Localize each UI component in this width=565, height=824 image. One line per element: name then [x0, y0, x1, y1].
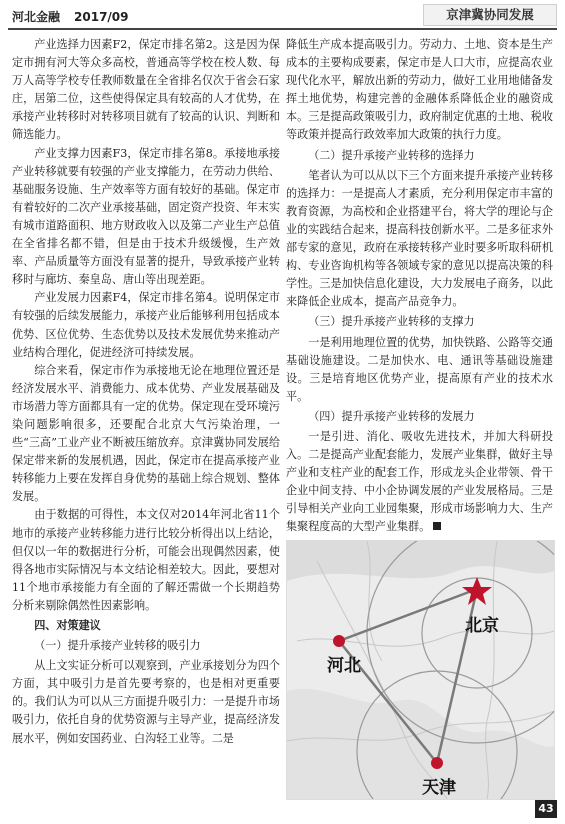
paragraph: 一是利用地理位置的优势，加快铁路、公路等交通基础设施建设。二是加快水、电、通讯等基础设施建设。三是培育地区优势产业，提高原有产业的技术水平。 [286, 335, 553, 403]
header-rule [8, 28, 557, 30]
subsection-heading: （四）提升承接产业转移的发展力 [308, 409, 475, 423]
paragraph [286, 428, 553, 537]
end-of-article-mark [433, 522, 441, 530]
right-text-column [286, 36, 553, 537]
subsection-heading: （一）提升承接产业转移的吸引力 [34, 639, 201, 653]
journal-issue: 2017/09 [74, 10, 129, 24]
section-heading: 四、对策建议 [34, 619, 101, 632]
paragraph: 产业选择力因素F2，保定市排名第2。这是因为保定市拥有河大等众多高校，普通高等学校在校人数、每万人高等学校专任教师数量在全省排名仅次于省会石家庄，居第二位，这些使得保定具有较高的人才优势，在承接产业转移时对转移项目就有了较高的认识、判断和筛选能力。 [12, 38, 280, 142]
paragraph: 降低生产成本提高吸引力。劳动力、土地、资本是生产成本的主要构成要素，保定市是人口大市，应提高农业现代化水平，解放出新的劳动力，做好工业用地储备发挥土地优势，构建完善的金融体系降低企业的融资成本。三是提高政策吸引力，政府制定优惠的土地、税收等政策并提高行政效率加大政策的执行力度。 [286, 38, 553, 142]
paragraph: 产业支撑力因素F3，保定市排名第8。承接地承接产业转移就要有较强的产业支撑能力，在劳动力供给、基础服务设施、生产效率等方面有较好的基础。保定市有着较好的二次产业承接基础，固定资产投资、年末实有城市道路面积、地方财政收入以及第二产业生产总值在全省排名都不错，但是由于技术升级缓慢，生产效率、产品质量等方面没有显著的提升，导致承接产业转移时与廊坊、秦皇岛、唐山等出现差距。 [12, 146, 280, 287]
paragraph: 综合来看，保定市作为承接地无论在地理位置还是经济发展水平、消费能力、成本优势、产业发展基础及市场潜力等方面都具有一定的优势。保定现在受环境污染问题影响很多，还要配合北京大气污染治理，一些“三高”工业产业不断被压缩放弃。京津冀协同发展给保定带来新的发展机遇，因此，保定市在提高承接产业转移能力上要在发挥自身优势的基础上综合规划、整体发展。 [12, 363, 280, 504]
journal-name: 河北金融 [12, 10, 61, 24]
jingjinji-map [286, 540, 555, 800]
subsection-heading: （三）提升承接产业转移的支撑力 [308, 315, 475, 329]
tianjin-dot [431, 757, 443, 769]
label-tianjin: 天津 [422, 778, 456, 798]
label-hebei: 河北 [327, 656, 361, 676]
label-beijing: 北京 [465, 616, 499, 636]
paragraph: 产业发展力因素F4，保定市排名第4。说明保定市有较强的后续发展能力，承接产业后能够利用包括成本优势、区位优势、生态优势以及技术发展优势来推动产业结构合理化，促进经济可持续发展。 [12, 291, 280, 359]
journal-info [12, 8, 129, 25]
paragraph-text: 一是引进、消化、吸收先进技术，并加大科研投入。二是提高产业配套能力，发展产业集群，做好主导产业和支柱产业的配套工作，形成龙头企业带领、骨干企业中间支持、中小企协调发展的产业发展格局。三是引导相关产业向工业园集聚，形成市场影响力大、生产集聚程度高的大型产业集群。 [286, 429, 553, 534]
subsection-heading: （二）提升承接产业转移的选择力 [308, 148, 475, 162]
section-title: 京津冀协同发展 [423, 4, 557, 26]
page-number: 43 [535, 800, 557, 818]
page-header [0, 0, 565, 30]
paragraph: 从上文实证分析可以观察到，产业承接划分为四个方面，其中吸引力是首先要考察的，也是相对更重要的。我们认为可以从三方面提升吸引力：一是提升市场吸引力，依托自身的优势资源与主导产业，提高经济发展水平，例如安国药业、白沟轻工业等。二是 [12, 659, 280, 745]
paragraph: 由于数据的可得性，本文仅对2014年河北省11个地市的承接产业转移能力进行比较分析得出以上结论，但仅以一年的数据进行分析，可能会出现偶然因素，使得各地市实际情况与本文结论相差较大。因此，要想对11个地市承接能力有全面的了解还需做一个长期趋势分析来剔除偶然性因素影响。 [12, 508, 280, 612]
left-text-column [12, 36, 280, 748]
paragraph: 笔者认为可以从以下三个方面来提升承接产业转移的选择力：一是提高人才素质，充分利用保定市丰富的教育资源，为高校和企业搭建平台，将大学的理论与企业的实践结合起来，提高科技创新水平。二是多征求外部专家的意见，政府在承接转移产业时要多听取科研机构、专业咨询机构等各领域专家的意见以提高决策的科学性。三是加快信息化建设，大力发展电子商务，以此来降低企业成本，提高产品竞争力。 [286, 168, 553, 309]
hebei-dot [333, 635, 345, 647]
